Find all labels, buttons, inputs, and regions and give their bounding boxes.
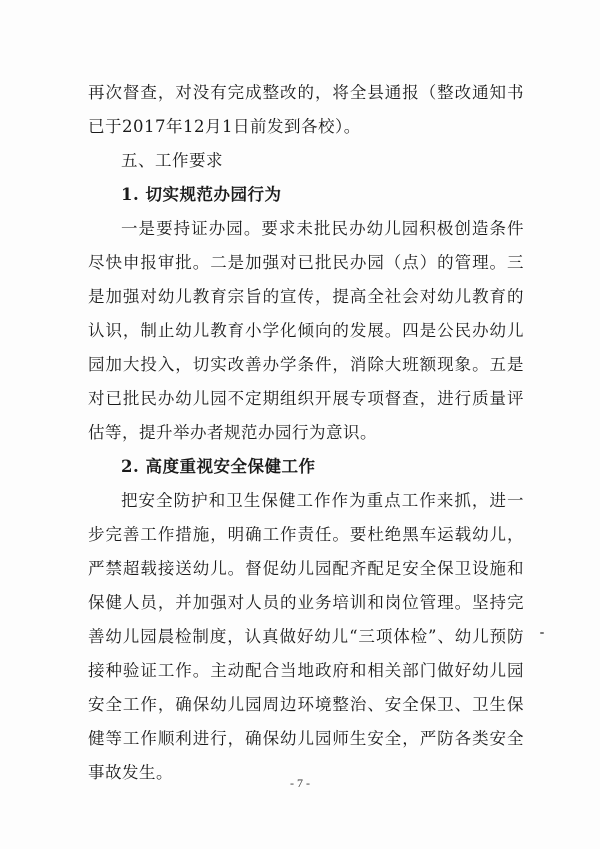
subheading-safety-health: 2. 高度重视安全保健工作: [121, 457, 316, 476]
paragraph-safety-health: 把安全防护和卫生保健工作作为重点工作来抓，进一步完善工作措施，明确工作责任。要杜绝黑车运载幼儿，严禁超载接送幼儿。督促幼儿园配齐配足安全保卫设施和保健人员，并加强对人员的业务培训和岗位管理。坚持完善幼儿园晨检制度，认真做好幼儿“三项体检”、幼儿预防接种验证工作。主动配合当地政府和相关部门做好幼儿园安全工作，确保幼儿园周边环境整治、安全保卫、卫生保健等工作顺利进行，确保幼儿园师生安全，严防各类安全事故发生。: [88, 491, 524, 782]
subheading-regulate-kindergarten: 1. 切实规范办园行为: [121, 185, 282, 204]
paragraph-regulate-kindergarten: 一是要持证办园。要求未批民办幼儿园积极创造条件尽快申报审批。二是加强对已批民办园（点）的管理。三是加强对幼儿教育宗旨的宣传，提高全社会对幼儿教育的认识，制止幼儿教育小学化倾向的发展。四是公民办幼儿园加大投入，切实改善办学条件，消除大班额现象。五是对已批民办幼儿园不定期组织开展专项督查，进行质量评估等，提升举办者规范办园行为意识。: [88, 219, 524, 442]
section-heading-work-requirements: 五、工作要求: [121, 151, 223, 170]
paragraph-continuation: 再次督查，对没有完成整改的，将全县通报（整改通知书已于2017年12月1日前发到各校）。: [88, 83, 524, 136]
scan-speck: [540, 632, 544, 634]
document-body: [88, 76, 524, 790]
page-number: - 7 -: [290, 776, 310, 790]
